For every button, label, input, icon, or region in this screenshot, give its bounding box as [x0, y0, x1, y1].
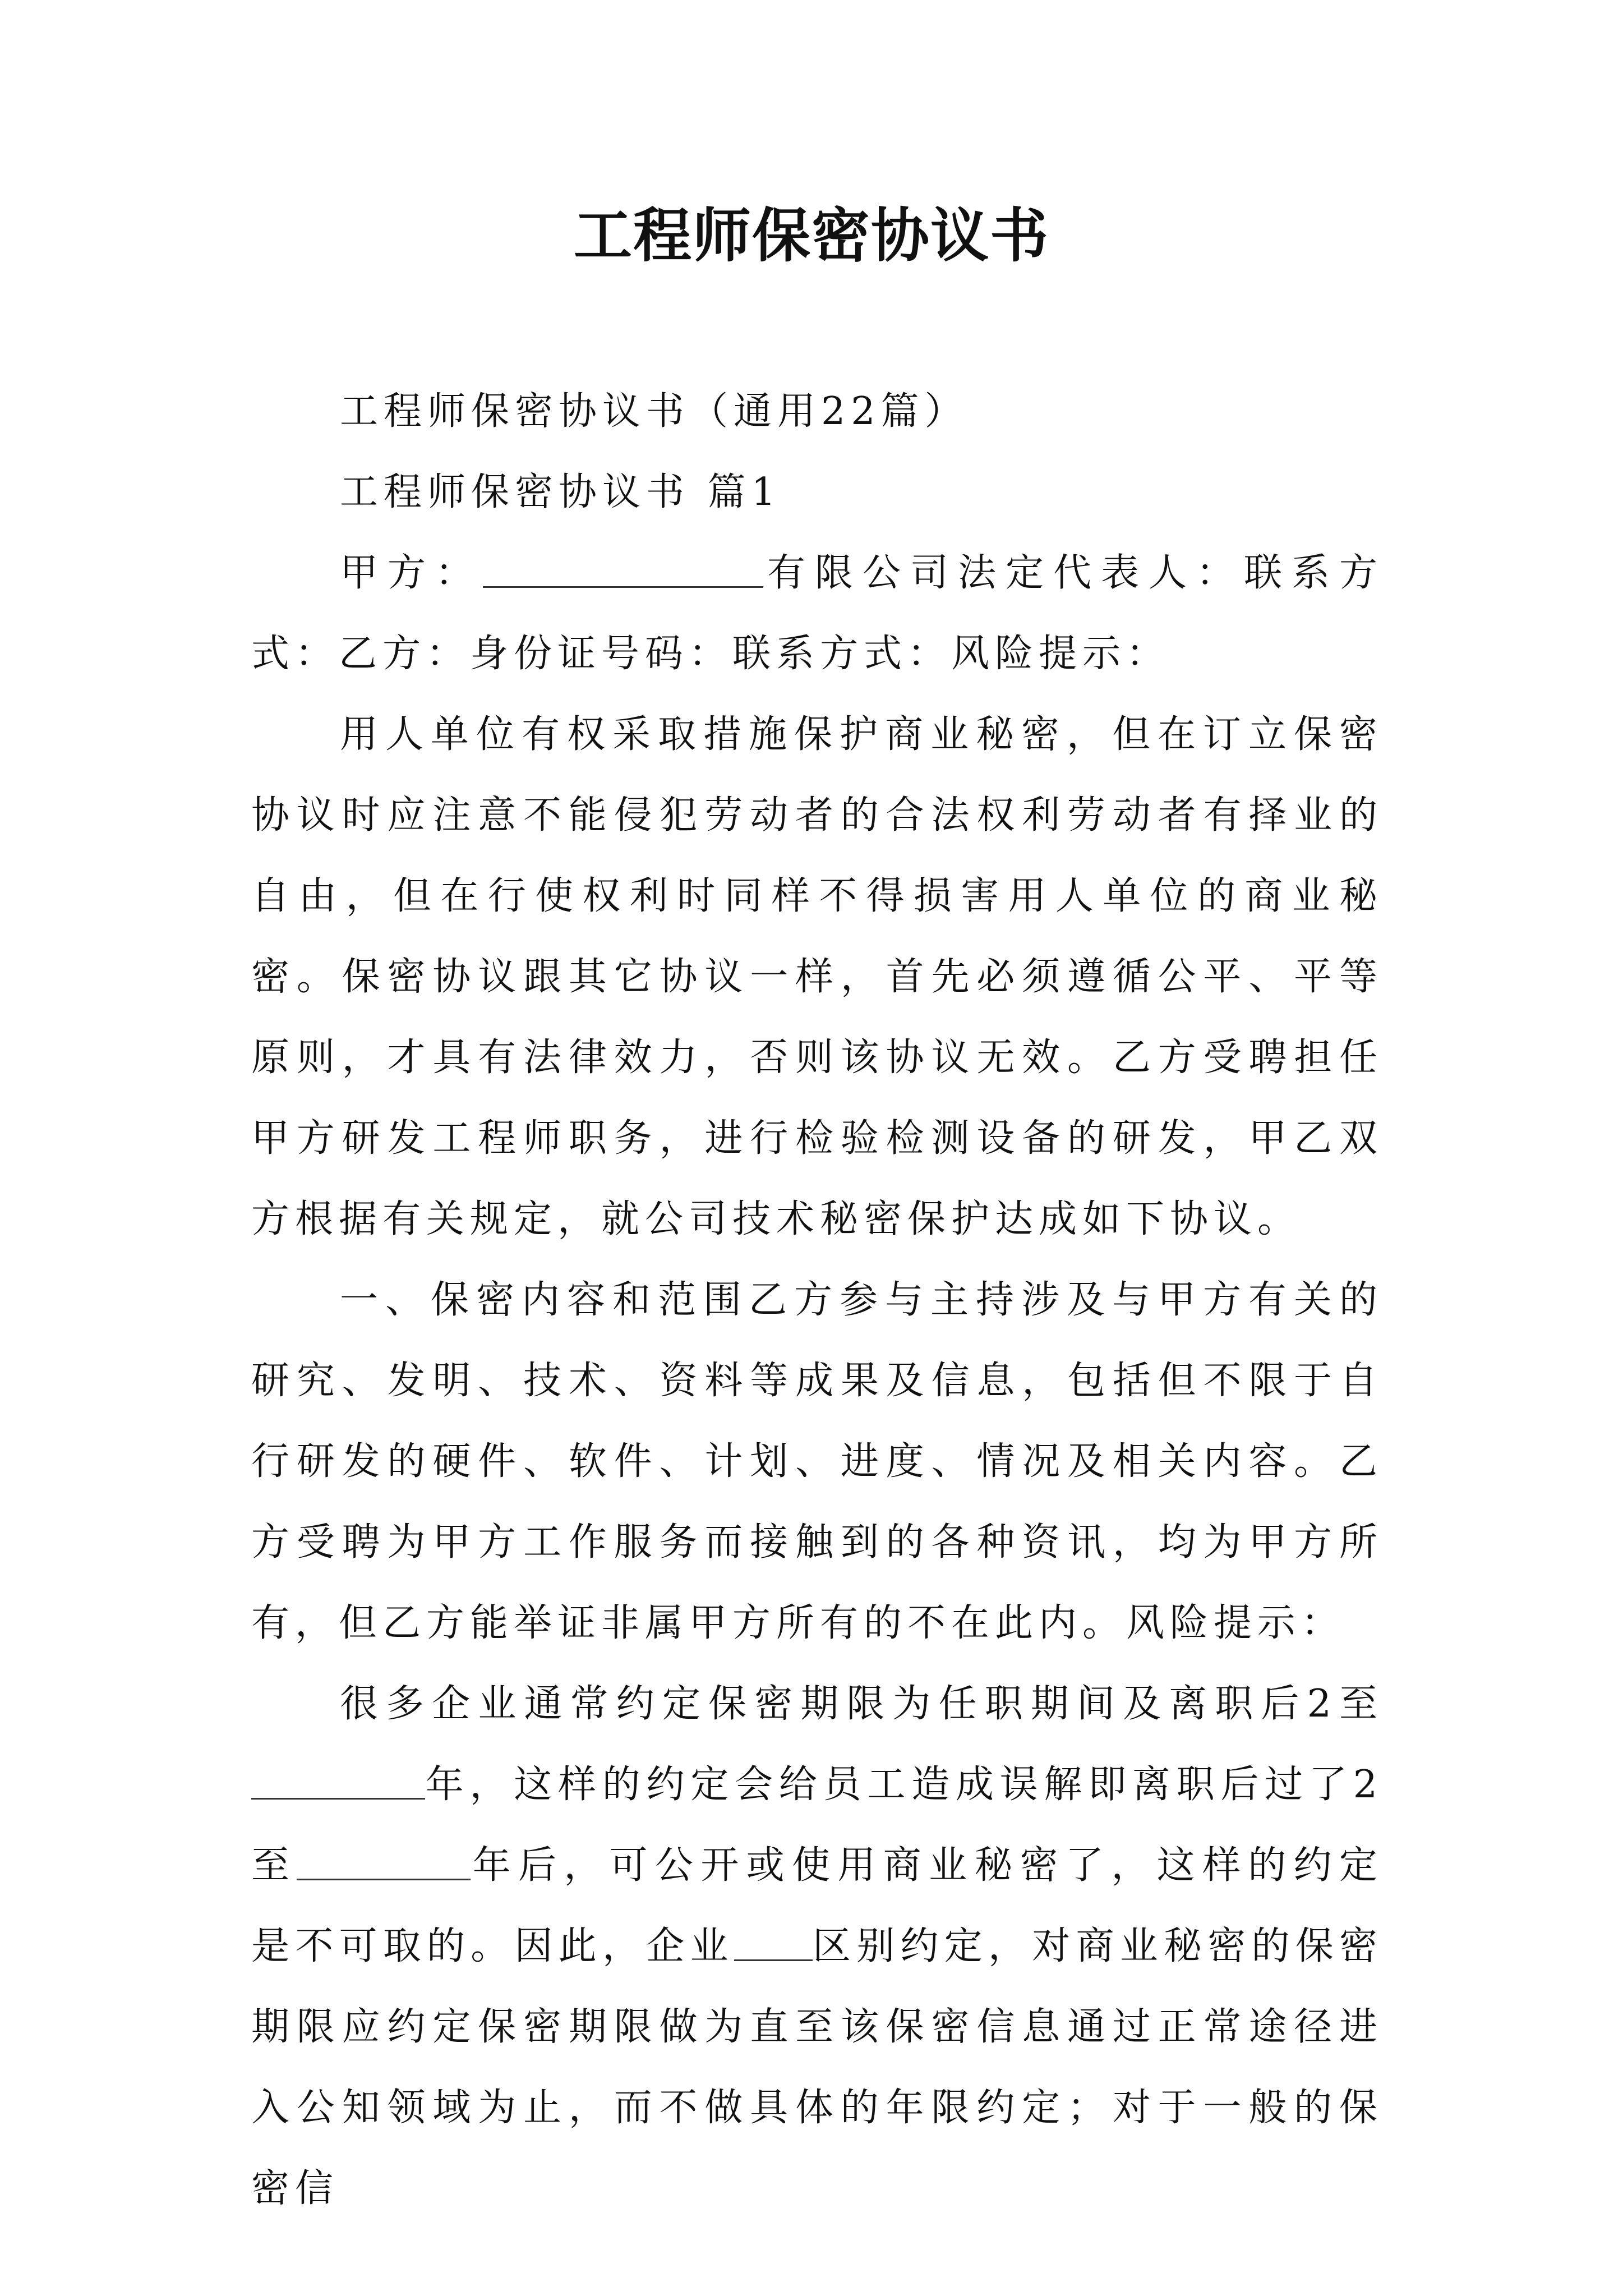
paragraph-3-part-3: 年后，可公开或使用商业秘密了，这样的约定是不可取的。因此，企业 — [251, 1843, 1383, 1968]
paragraph-3 — [251, 1664, 1383, 2229]
party-line — [251, 533, 1383, 694]
fill-in-blank — [734, 1920, 813, 1961]
paragraph-3-part-1: 很多企业通常约定保密期限为任职期间及离职后2至 — [340, 1682, 1383, 1726]
paragraph-3-part-4: 区别约定，对商业秘密的保密期限应约定保密期限做为直至该保密信息通过正常途径进入公知领域为止，而不做具体的年限约定；对于一般的保密信 — [251, 1924, 1383, 2211]
document-title: 工程师保密协议书 — [573, 201, 1049, 270]
paragraph-1: 用人单位有权采取措施保护商业秘密，但在订立保密协议时应注意不能侵犯劳动者的合法权利劳动者有择业的自由，但在行使权利时同样不得损害用人单位的商业秘密。保密协议跟其它协议一样，首先必须遵循公平、平等原则，才具有法律效力，否则该协议无效。乙方受聘担任甲方研发工程师职务，进行检验检测设备的研发，甲乙双方根据有关规定，就公司技术秘密保护达成如下协议。 — [251, 712, 1383, 1241]
section-heading: 工程师保密协议书 篇1 — [340, 470, 781, 514]
fill-in-blank — [251, 1759, 425, 1800]
fill-in-blank — [297, 1839, 471, 1880]
party-details: 有限公司法定代表人：联系方式：乙方：身份证号码：联系方式：风险提示： — [251, 551, 1383, 676]
subtitle-line: 工程师保密协议书（通用22篇） — [340, 389, 969, 434]
paragraph-3-part-2: 年，这样的约定会给员工造成误解即离职后过了2至 — [251, 1763, 1383, 1888]
paragraph-2: 一、保密内容和范围乙方参与主持涉及与甲方有关的研究、发明、技术、资料等成果及信息，包括但不限于自行研发的硬件、软件、计划、进度、情况及相关内容。乙方受聘为甲方工作服务而接触到的各种资讯，均为甲方所有，但乙方能举证非属甲方所有的不在此内。风险提示： — [251, 1278, 1383, 1645]
fill-in-blank — [483, 547, 763, 588]
document-body — [251, 371, 1383, 2229]
party-a-label: 甲方： — [340, 551, 483, 595]
